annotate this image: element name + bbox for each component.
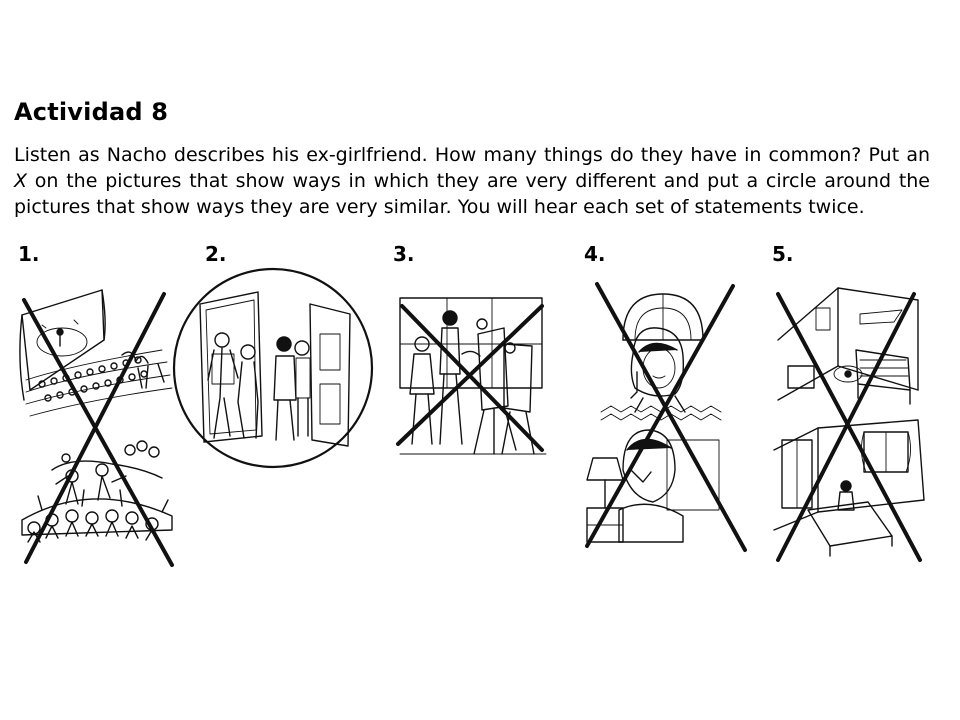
picture-4[interactable]: [583, 280, 753, 555]
x-mark-3: [392, 294, 552, 464]
picture-5[interactable]: [768, 280, 933, 565]
x-mark-1: [12, 280, 182, 570]
activity-instructions: [14, 142, 930, 220]
picture-3[interactable]: [392, 294, 552, 464]
instructions-line-3: the pictures that show ways they are very similar. You will hear each set of statements twice.: [14, 170, 930, 218]
activity-title: Actividad 8: [14, 98, 169, 126]
x-mark-4: [583, 280, 753, 555]
instructions-line-1: Listen as Nacho describes his ex-girlfriend. How many things do they have in common? Put: [14, 144, 900, 166]
instructions-line-2-end: on the pictures that show ways in which they are very different and put a circle around: [27, 170, 892, 192]
item-number-4: 4.: [584, 242, 606, 266]
instructions-x-letter: X: [14, 170, 28, 192]
item-number-2: 2.: [205, 242, 227, 266]
circle-mark-2: [170, 264, 375, 469]
item-number-1: 1.: [18, 242, 40, 266]
instructions-line-2-start: an: [906, 144, 930, 166]
picture-1[interactable]: [12, 280, 182, 570]
item-number-3: 3.: [393, 242, 415, 266]
item-number-5: 5.: [772, 242, 794, 266]
x-mark-5: [768, 280, 933, 565]
picture-2[interactable]: [170, 264, 375, 469]
